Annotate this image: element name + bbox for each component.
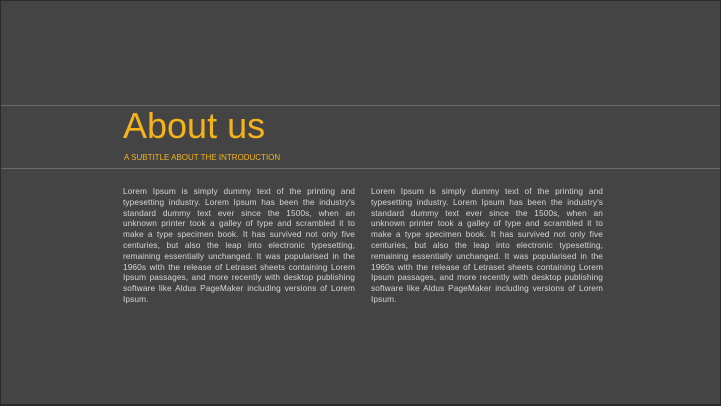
body-text-column-right: Lorem Ipsum is simply dummy text of the printing and typesetting industry. Lorem Ipsum has been the industry's standard dummy text ever since the 1500s, when an unknown printer took a galley of type and scrambled it to make a type specimen book. It has survived not only five centuries, but also the leap into electronic typesetting, remaining essentially unchanged. It was popularised in the 1960s with the release of Letraset sheets containing Lorem Ipsum passages, and more recently with desktop publishing software like Aldus PageMaker including versions of Lorem Ipsum.	[371, 186, 603, 304]
slide	[1, 1, 720, 404]
slide-subtitle: A SUBTITLE ABOUT THE INTRODUCTION	[124, 153, 281, 162]
top-divider	[1, 105, 720, 106]
body-text-column-left: Lorem Ipsum is simply dummy text of the printing and typesetting industry. Lorem Ipsum has been the industry's standard dummy text ever since the 1500s, when an unknown printer took a galley of type and scrambled it to make a type specimen book. It has survived not only five centuries, but also the leap into electronic typesetting, remaining essentially unchanged. It was popularised in the 1960s with the release of Letraset sheets containing Lorem Ipsum passages, and more recently with desktop publishing software like Aldus PageMaker including versions of Lorem Ipsum.	[123, 186, 355, 304]
slide-title: About us	[123, 105, 266, 146]
bottom-divider	[1, 168, 720, 169]
